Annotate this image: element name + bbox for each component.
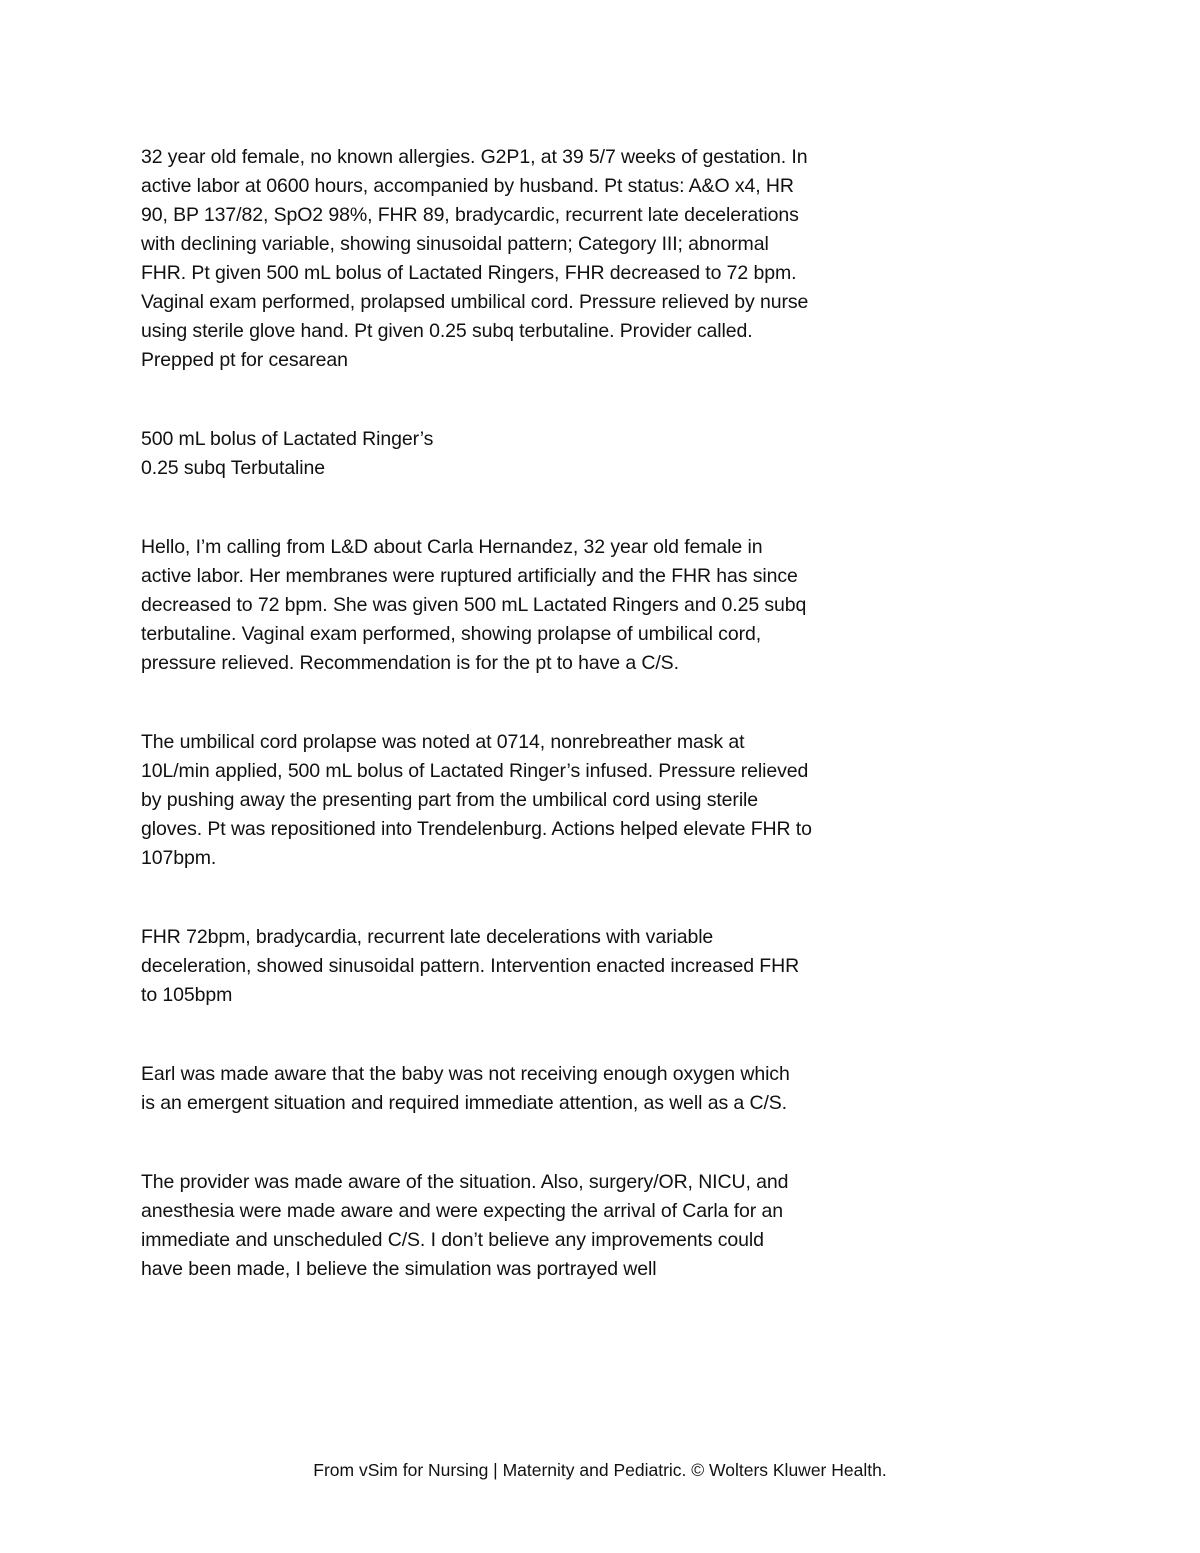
paragraph-spacer — [141, 483, 901, 533]
document-body — [141, 143, 901, 1284]
text-line: 90, BP 137/82, SpO2 98%, FHR 89, bradycardic, recurrent late decelerations — [141, 204, 799, 226]
text-line: to 105bpm — [141, 984, 233, 1006]
paragraph-spacer — [141, 375, 901, 425]
text-line: active labor at 0600 hours, accompanied by husband. Pt status: A&O x4, HR — [141, 175, 794, 197]
text-line: 0.25 subq Terbutaline — [141, 457, 326, 479]
interventions-paragraph — [141, 728, 901, 873]
fhr-findings-paragraph — [141, 923, 901, 1010]
text-line: terbutaline. Vaginal exam performed, showing prolapse of umbilical cord, — [141, 623, 762, 645]
patient-summary-paragraph — [141, 143, 901, 375]
text-line: 500 mL bolus of Lactated Ringer’s — [141, 428, 434, 450]
text-line: have been made, I believe the simulation was portrayed well — [141, 1258, 657, 1280]
text-line: FHR 72bpm, bradycardia, recurrent late decelerations with variable — [141, 926, 714, 948]
medications-paragraph — [141, 425, 901, 483]
text-line: using sterile glove hand. Pt given 0.25 subq terbutaline. Provider called. — [141, 320, 753, 342]
family-communication-paragraph — [141, 1060, 901, 1118]
text-line: active labor. Her membranes were ruptured artificially and the FHR has since — [141, 565, 798, 587]
text-line: 107bpm. — [141, 847, 217, 869]
team-communication-paragraph — [141, 1168, 901, 1284]
text-line: by pushing away the presenting part from the umbilical cord using sterile — [141, 789, 759, 811]
paragraph-spacer — [141, 873, 901, 923]
text-line: gloves. Pt was repositioned into Trendelenburg. Actions helped elevate FHR to — [141, 818, 812, 840]
paragraph-spacer — [141, 1010, 901, 1060]
paragraph-spacer — [141, 1118, 901, 1168]
text-line: The provider was made aware of the situation. Also, surgery/OR, NICU, and — [141, 1171, 789, 1193]
text-line: deceleration, showed sinusoidal pattern. Intervention enacted increased FHR — [141, 955, 800, 977]
sbar-call-paragraph — [141, 533, 901, 678]
text-line: pressure relieved. Recommendation is for the pt to have a C/S. — [141, 652, 679, 674]
text-line: FHR. Pt given 500 mL bolus of Lactated Ringers, FHR decreased to 72 bpm. — [141, 262, 797, 284]
text-line: with declining variable, showing sinusoidal pattern; Category III; abnormal — [141, 233, 769, 255]
text-line: decreased to 72 bpm. She was given 500 mL Lactated Ringers and 0.25 subq — [141, 594, 807, 616]
text-line: Prepped pt for cesarean — [141, 349, 348, 371]
text-line: immediate and unscheduled C/S. I don’t believe any improvements could — [141, 1229, 764, 1251]
text-line: anesthesia were made aware and were expecting the arrival of Carla for an — [141, 1200, 783, 1222]
text-line: is an emergent situation and required immediate attention, as well as a C/S. — [141, 1092, 788, 1114]
text-line: Vaginal exam performed, prolapsed umbilical cord. Pressure relieved by nurse — [141, 291, 809, 313]
page-footer: From vSim for Nursing | Maternity and Pediatric. © Wolters Kluwer Health. — [313, 1460, 887, 1480]
text-line: 32 year old female, no known allergies. G2P1, at 39 5/7 weeks of gestation. In — [141, 146, 808, 168]
text-line: Earl was made aware that the baby was not receiving enough oxygen which — [141, 1063, 790, 1085]
text-line: Hello, I’m calling from L&D about Carla Hernandez, 32 year old female in — [141, 536, 763, 558]
text-line: 10L/min applied, 500 mL bolus of Lactated Ringer’s infused. Pressure relieved — [141, 760, 809, 782]
paragraph-spacer — [141, 678, 901, 728]
text-line: The umbilical cord prolapse was noted at 0714, nonrebreather mask at — [141, 731, 745, 753]
